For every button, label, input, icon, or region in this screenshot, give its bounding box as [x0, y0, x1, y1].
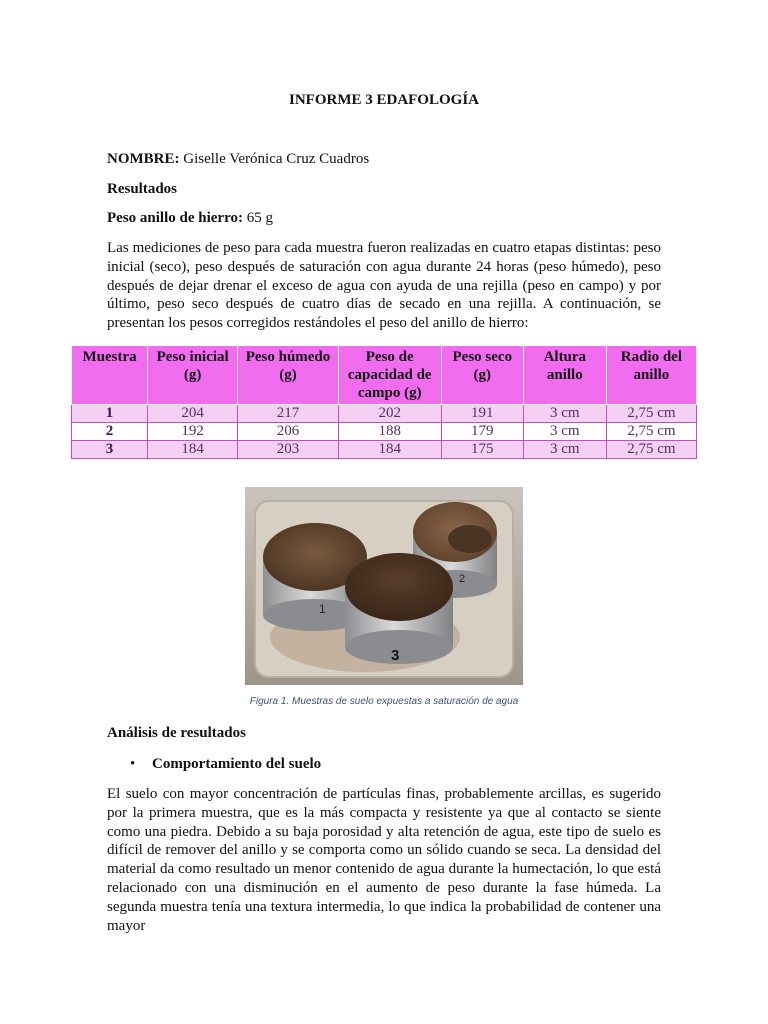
- cell-radio: 2,75 cm: [606, 441, 696, 459]
- bullet-heading: Comportamiento del suelo: [152, 756, 322, 772]
- cell-peso-humedo: 217: [238, 405, 338, 423]
- weights-table: [71, 345, 697, 459]
- ring-sample-3: [345, 553, 453, 664]
- name-label: NOMBRE:: [107, 151, 180, 167]
- header-radio: Radio del anillo: [606, 346, 696, 405]
- ring-label-3: 3: [391, 647, 400, 664]
- cell-peso-capacidad: 188: [338, 423, 441, 441]
- intro-paragraph: Las mediciones de peso para cada muestra fueron realizadas en cuatro etapas distintas: peso inicial (seco), peso después de saturación con agua durante 24 horas (peso húmedo), peso después de dejar drenar el exceso de agua con ayuda de una rejilla (peso en campo) y por último, peso seco después de cuatro días de secado en una rejilla. A continuación, se presentan los pesos corregidos restándoles el peso del anillo de hierro:: [107, 240, 661, 332]
- figure-caption: Figura 1. Muestras de suelo expuestas a saturación de agua: [249, 696, 519, 707]
- cell-peso-seco: 179: [441, 423, 523, 441]
- cell-peso-inicial: 184: [148, 441, 238, 459]
- cell-muestra: 1: [72, 405, 148, 423]
- table-row: [72, 441, 697, 459]
- header-peso-capacidad: Peso de capacidad de campo (g): [338, 346, 441, 405]
- cell-altura: 3 cm: [523, 423, 606, 441]
- table-row: [72, 423, 697, 441]
- cell-altura: 3 cm: [523, 405, 606, 423]
- analysis-heading: Análisis de resultados: [107, 725, 246, 741]
- header-peso-humedo: Peso húmedo (g): [238, 346, 338, 405]
- header-peso-seco: Peso seco (g): [441, 346, 523, 405]
- cell-peso-seco: 175: [441, 441, 523, 459]
- header-peso-inicial: Peso inicial (g): [148, 346, 238, 405]
- cell-peso-humedo: 206: [238, 423, 338, 441]
- cell-peso-seco: 191: [441, 405, 523, 423]
- cell-muestra: 3: [72, 441, 148, 459]
- cell-altura: 3 cm: [523, 441, 606, 459]
- soil-samples-photo: [245, 487, 523, 685]
- table-row: [72, 405, 697, 423]
- cell-peso-capacidad: 202: [338, 405, 441, 423]
- cell-peso-humedo: 203: [238, 441, 338, 459]
- header-altura: Altura anillo: [523, 346, 606, 405]
- ring-label-1: 1: [319, 602, 326, 616]
- name-value: Giselle Verónica Cruz Cuadros: [179, 151, 370, 167]
- header-muestra: Muestra: [72, 346, 148, 405]
- ring-label-2: 2: [459, 573, 466, 585]
- cell-muestra: 2: [72, 423, 148, 441]
- ring-weight-label: Peso anillo de hierro:: [107, 210, 243, 226]
- bullet-icon: •: [130, 756, 136, 772]
- document-title: INFORME 3 EDAFOLOGÍA: [288, 92, 479, 108]
- cell-peso-capacidad: 184: [338, 441, 441, 459]
- cell-peso-inicial: 204: [148, 405, 238, 423]
- cell-radio: 2,75 cm: [606, 405, 696, 423]
- analysis-paragraph: El suelo con mayor concentración de partículas finas, probablemente arcillas, es sugerido por la primera muestra, que es la más compacta y resistente ya que al contacto se siente como una piedra. Debido a su baja porosidad y alta retención de agua, este tipo de suelo es difícil de remover del anillo y se comporta como un sólido cuando se seca. La densidad del material da como resultado un menor contenido de agua durante la humectación, lo que está relacionado con una disminución en el aumento de peso durante la fase húmeda. La segunda muestra tenía una textura intermedia, lo que indica la probabilidad de contener una mayor: [107, 786, 661, 934]
- ring-weight-line: [107, 210, 273, 227]
- cell-radio: 2,75 cm: [606, 423, 696, 441]
- name-line: [107, 151, 369, 168]
- ring-weight-value: 65 g: [242, 210, 273, 226]
- table-header-row: [72, 346, 697, 405]
- results-heading: Resultados: [107, 181, 178, 197]
- cell-peso-inicial: 192: [148, 423, 238, 441]
